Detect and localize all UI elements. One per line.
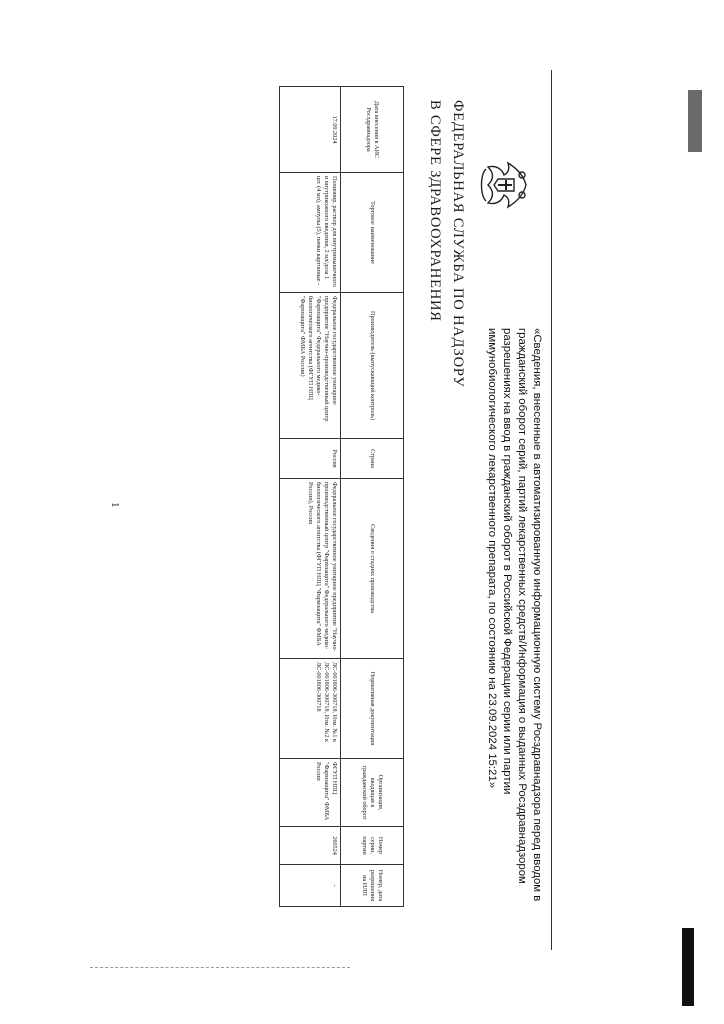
cell-country: Россия — [280, 439, 341, 479]
agency-name-line1: ФЕДЕРАЛЬНАЯ СЛУЖБА ПО НАДЗОРУ — [450, 100, 466, 388]
header-regulatory-docs: Нормативная документация — [341, 659, 404, 759]
header-date: Дата внесения в АИС Росздравнадзора — [341, 87, 404, 173]
header-distributor: Организация, вводящая в гражданский оборот — [341, 759, 404, 827]
header-manufacturer: Производитель (выпускающий контроль) — [341, 293, 404, 439]
cell-regulatory-docs: ЛС-001806-300718, Изм. №1 к ЛС-001806-300718, Изм. №2 к ЛС-001806-300718 — [280, 659, 341, 759]
header-country: Страна — [341, 439, 404, 479]
table-header-row — [341, 87, 404, 907]
page-number: 1 — [109, 502, 121, 508]
cell-trade-name: Полиовир, раствор для внутримышечного и внутрикожного введения, 2 мл/доза 1 шт. (4 мл), ампулы (5), пачки картонные - — [280, 173, 341, 293]
coat-of-arms-icon — [476, 155, 532, 215]
header-production-stages: Сведения о стадиях производства — [341, 479, 404, 659]
cell-manufacturer: Федеральное государственное унитарное предприятие "Научно-производственный центр "Фармзащита" Федерального медико-биологического агентства (ФГУП НПЦ "Фармзащита" ФМБА России) — [280, 293, 341, 439]
header-batch-number: Номер серии, партии — [341, 827, 404, 865]
header-divider — [551, 70, 552, 950]
cell-production-stages: Федеральное государственное унитарное предприятие "Научно-производственный центр "Фармзащита" Федерального медико-биологического агентства (ФГУП НПЦ "Фармзащита" ФМБА России), Россия — [280, 479, 341, 659]
records-table — [279, 86, 404, 907]
agency-name-line2: В СФЕРЕ ЗДРАВООХРАНЕНИЯ — [427, 100, 443, 322]
header-permit: Номер, дата разрешения на ИЛП — [341, 865, 404, 907]
agency-name — [426, 100, 466, 388]
table-row — [280, 87, 341, 907]
cell-batch-number: 260524 — [280, 827, 341, 865]
document-title: «Сведения, внесенные в автоматизированную информационную систему Росздравнадзора перед вводом в гражданский оборот серий, партий лекарственных средств/Информация о выданных Росздравнадзором разрешениях на ввод в гражданский оборот в Российской Федерации серии или партии иммунобиологического лекарственного препарата, по состоянию на 23.09.2024 15:21» — [486, 328, 543, 902]
cell-permit: - — [280, 865, 341, 907]
header-trade-name: Торговое наименование — [341, 173, 404, 293]
cell-distributor: ФГУП НПЦ "Фармзащита" ФМБА России — [280, 759, 341, 827]
cell-date: 17.09.2024 — [280, 87, 341, 173]
